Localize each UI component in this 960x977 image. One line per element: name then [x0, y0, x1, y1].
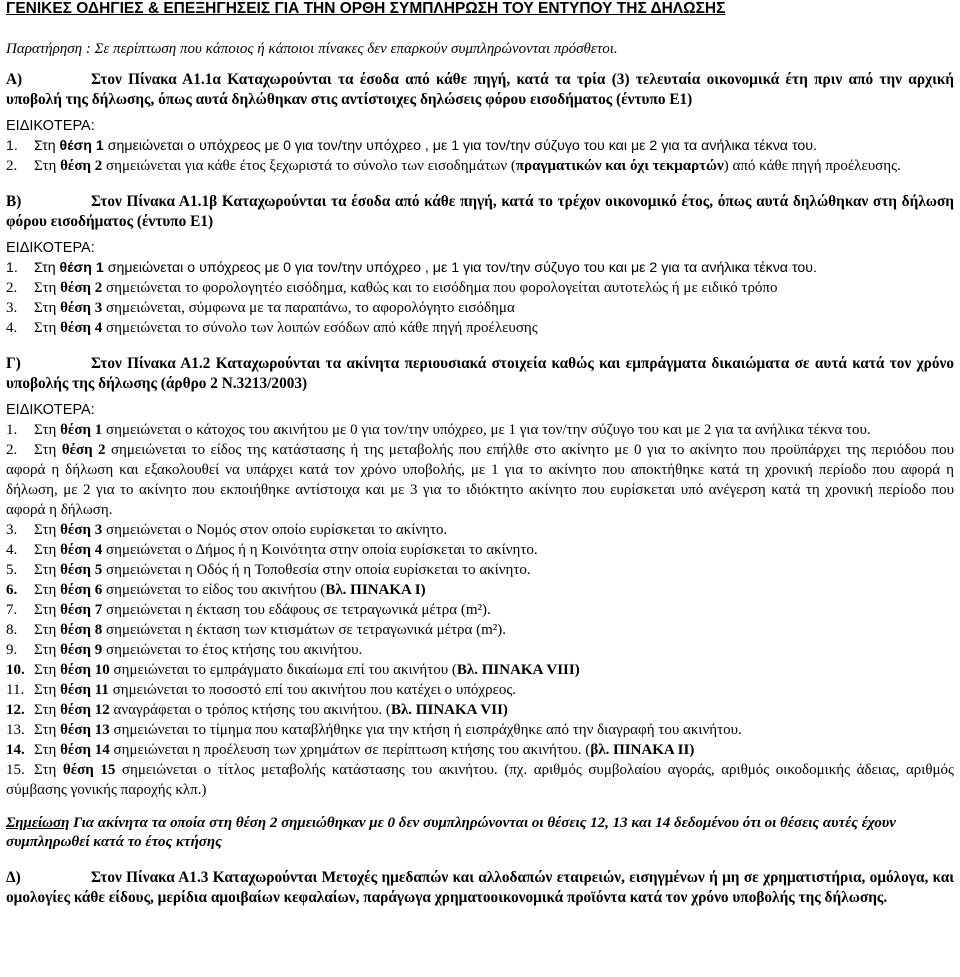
section-g-item-12: 12. Στη θέση 12 αναγράφεται ο τρόπος κτήσης του ακινήτου. (Βλ. ΠΙΝΑΚΑ VII): [6, 702, 508, 718]
section-g-label: Γ): [6, 355, 21, 372]
section-g-item-8: 8. Στη θέση 8 σημειώνεται η έκταση των κτισμάτων σε τετραγωνικά μέτρα (m²).: [6, 622, 506, 638]
note-line: Παρατήρηση : Σε περίπτωση που κάποιος ή κάποιοι πίνακες δεν επαρκούν συμπληρώνονται πρόσθετοι.: [6, 41, 618, 57]
section-a-label: Α): [6, 71, 23, 88]
section-g-item-3: 3. Στη θέση 3 σημειώνεται ο Νομός στον οποίο ευρίσκεται το ακίνητο.: [6, 522, 448, 538]
section-a-item-1: 1. Στη θέση 1 σημειώνεται ο υπόχρεος με 0 για τον/την υπόχρεο , με 1 για τον/την σύζυγο του και με 2 για τα ανήλικα τέκνα του.: [6, 138, 817, 154]
section-b-text: Στον Πίνακα Α1.1β Καταχωρούνται τα έσοδα από κάθε πηγή, κατά το τρέχον οικονομικό έτος, όπως αυτά δηλώθηκαν στη δήλωση φόρου εισοδήματος (έντυπο Ε1): [6, 193, 954, 230]
section-g-item-10: 10. Στη θέση 10 σημειώνεται το εμπράγματο δικαίωμα επί του ακινήτου (Βλ. ΠΙΝΑΚΑ VIII): [6, 662, 580, 678]
section-g-item-14: 14. Στη θέση 14 σημειώνεται η προέλευση των χρημάτων σε περίπτωση κτήσης του ακινήτου. (βλ. ΠΙΝΑΚΑ ΙΙ): [6, 742, 695, 758]
section-b-label: Β): [6, 193, 22, 210]
section-g-item-1: 1. Στη θέση 1 σημειώνεται ο κάτοχος του ακινήτου με 0 για τον/την υπόχρεο, με 1 για τον/την σύζυγο του και με 2 για τα ανήλικα τέκνα του.: [6, 422, 871, 438]
section-g-item-15: 15. Στη θέση 15 σημειώνεται ο τίτλος μεταβολής κατάστασης του ακινήτου. (πχ. αριθμός συμβολαίου αγοράς, αριθμός οικοδομικής άδειας, αριθμός σύμβασης γονικής παροχής κλπ.): [6, 762, 954, 798]
document-title: ΓΕΝΙΚΕΣ ΟΔΗΓΙΕΣ & ΕΠΕΞΗΓΗΣΕΙΣ ΓΙΑ ΤΗΝ ΟΡΘΗ ΣΥΜΠΛΗΡΩΣΗ ΤΟΥ ΕΝΤΥΠΟΥ ΤΗΣ ΔΗΛΩΣΗΣ: [6, 0, 726, 17]
footnote-label: Σημείωση: [6, 815, 70, 831]
section-b-item-1: 1. Στη θέση 1 σημειώνεται ο υπόχρεος με 0 για τον/την υπόχρεο , με 1 για τον/την σύζυγο του και με 2 για τα ανήλικα τέκνα του.: [6, 260, 817, 276]
section-a-item-2: 2. Στη θέση 2 σημειώνεται για κάθε έτος ξεχωριστά το σύνολο των εισοδημάτων (πραγματικών και όχι τεκμαρτών) από κάθε πηγή προέλευσης.: [6, 158, 901, 174]
section-b-item-2: 2. Στη θέση 2 σημειώνεται το φορολογητέο εισόδημα, καθώς και το εισόδημα που φορολογείται αυτοτελώς ή με ειδικό τρόπο: [6, 280, 778, 296]
section-g-item-11: 11. Στη θέση 11 σημειώνεται το ποσοστό επί του ακινήτου που κατέχει ο υπόχρεος.: [6, 682, 517, 698]
section-b-heading: [6, 192, 954, 232]
section-g-heading: [6, 354, 954, 394]
section-d-text: Στον Πίνακα Α1.3 Καταχωρούνται Μετοχές ημεδαπών και αλλοδαπών εταιρειών, εισηγμένων ή μη σε χρηματιστήρια, ομόλογα, και ομολογίες κάθε είδους, μερίδια αμοιβαίων κεφαλαίων, παράγωγα χρηματοοικονομικά προϊόντα κατά τον χρόνο υποβολής της δήλωσης.: [6, 869, 954, 906]
section-b-item-4: 4. Στη θέση 4 σημειώνεται το σύνολο των λοιπών εσόδων από κάθε πηγή προέλευσης: [6, 320, 538, 336]
section-g-item-4: 4. Στη θέση 4 σημειώνεται ο Δήμος ή η Κοινότητα στην οποία ευρίσκεται το ακίνητο.: [6, 542, 538, 558]
section-d-heading: [6, 868, 954, 908]
section-g-text: Στον Πίνακα Α1.2 Καταχωρούνται τα ακίνητα περιουσιακά στοιχεία καθώς και εμπράγματα δικαιώματα σε αυτά κατά τον χρόνο υποβολής της δήλωσης (άρθρο 2 Ν.3213/2003): [6, 355, 954, 392]
footnote-text: Για ακίνητα τα οποία στη θέση 2 σημειώθηκαν με 0 δεν συμπληρώνονται οι θέσεις 12, 13 και 14 δεδομένου ότι οι θέσεις αυτές έχουν συμπληρωθεί κατά το έτος κτήσης: [6, 815, 896, 850]
section-a-heading: [6, 70, 954, 110]
section-g-item-9: 9. Στη θέση 9 σημειώνεται το έτος κτήσης του ακινήτου.: [6, 642, 363, 658]
section-g-item-2: 2. Στη θέση 2 σημειώνεται το είδος της κατάστασης ή της μεταβολής που επήλθε στο ακίνητο με 0 για το ακίνητο που προϋπάρχει της περιόδου που αφορά η δήλωση και εξακολουθεί να υπάρχει κατά τον χρόνο υποβολής, με 1 για το ακίνητο που αποκτήθηκε κατά τη χρονική περίοδο που αφορά η δήλωση, με 2 για το ακίνητο που εκποιήθηκε αντίστοιχα και με 3 για το ιδιόκτητο ακίνητο που ευρίσκεται υπό ανέγερση κατά τη χρονική περίοδο που αφορά η δήλωση.: [6, 442, 954, 518]
section-a-specifics-label: ΕΙΔΙΚΟΤΕΡΑ:: [6, 118, 95, 134]
section-g-item-7: 7. Στη θέση 7 σημειώνεται η έκταση του εδάφους σε τετραγωνικά μέτρα (m²).: [6, 602, 491, 618]
section-a-text: Στον Πίνακα Α1.1α Καταχωρούνται τα έσοδα από κάθε πηγή, κατά τα τρία (3) τελευταία οικονομικά έτη πριν από την αρχική υποβολή της δήλωσης, όπως αυτά δηλώθηκαν στις αντίστοιχες δηλώσεις φόρου εισοδήματος (έντυπο Ε1): [6, 71, 954, 108]
section-d-label: Δ): [6, 869, 21, 886]
footnote: [6, 814, 954, 852]
section-g-item-13: 13. Στη θέση 13 σημειώνεται το τίμημα που καταβλήθηκε για την κτήση ή εισπράχθηκε από την διαγραφή του ακινήτου.: [6, 722, 742, 738]
section-b-specifics-label: ΕΙΔΙΚΟΤΕΡΑ:: [6, 240, 95, 256]
section-g-item-5: 5. Στη θέση 5 σημειώνεται η Οδός ή η Τοποθεσία στην οποία ευρίσκεται το ακίνητο.: [6, 562, 531, 578]
section-g-item-6: 6. Στη θέση 6 σημειώνεται το είδος του ακινήτου (Βλ. ΠΙΝΑΚΑ Ι): [6, 582, 426, 598]
section-b-item-3: 3. Στη θέση 3 σημειώνεται, σύμφωνα με τα παραπάνω, το αφορολόγητο εισόδημα: [6, 300, 515, 316]
section-g-specifics-label: ΕΙΔΙΚΟΤΕΡΑ:: [6, 402, 95, 418]
